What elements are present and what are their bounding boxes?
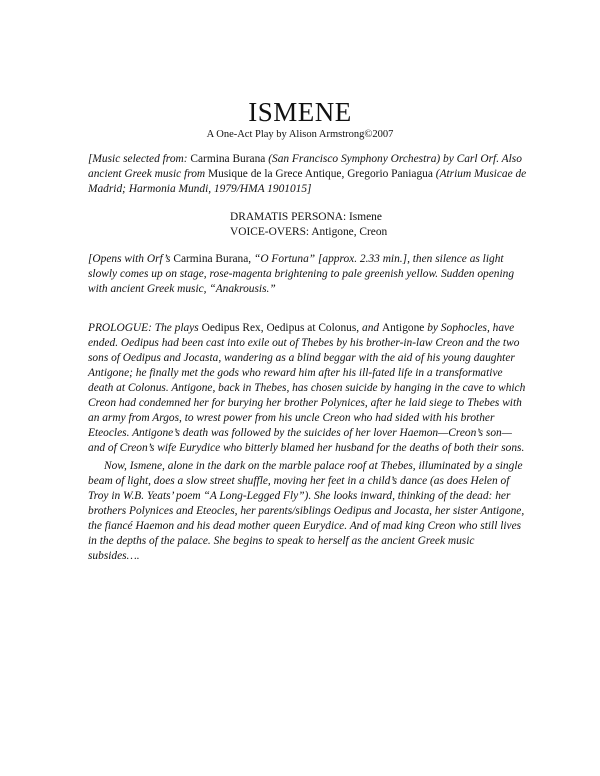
music-note: [Music selected from: Carmina Burana (San Francisco Symphony Orchestra) by Carl Orf. Also ancient Greek music from Musique de la Grece Antique, Gregorio Paniagua (Atrium Musicae de Madrid; Harmonia Mundi, 1979/HMA 1901015] <box>88 153 527 195</box>
ismene-scene-paragraph: Now, Ismene, alone in the dark on the marble palace roof at Thebes, illuminated by a single beam of light, does a slow street shuffle, moving her feet in a child’s dance (as does Helen of Troy in W.B. Yeats’ poem “A Long-Legged Fly”). She looks inward, thinking of the dead: her brothers Polynices and Eteocles, her parents/siblings Oedipus and Jocasta, her sister Antigone, the fiancé Haemon and his dead mother queen Eurydice. And of mad king Creon who still lives in the depths of the palace. She begins to speak to herself as the ancient Greek music subsides…. <box>88 460 525 562</box>
dramatis-personae <box>230 210 387 239</box>
prologue-paragraph: PROLOGUE: The plays Oedipus Rex, Oedipus at Colonus, and Antigone by Sophocles, have ended. Oedipus had been cast into exile out of Thebes by his brother-in-law Creon and the two sons of Oedipus and Jocasta, wandering as a blind beggar with the aid of his young daughter Antigone; he finally met the gods who reward him after his ill-fated life in a transformative death at Colonus. Antigone, back in Thebes, has chosen suicide by hanging in the cave to which Creon had condemned her for burying her brother Polynices, after he laid siege to Thebes with an army from Argos, to wrest power from his uncle Creon who had sided with his brother Eteocles. Antigone’s death was followed by the suicides of her lover Haemon—Creon’s son—and of Creon’s wife Eurydice who bitterly blamed her husband for the deaths of both their sons. <box>88 322 526 454</box>
play-title: ISMENE <box>248 97 352 127</box>
dramatis-line: DRAMATIS PERSONA: Ismene <box>230 211 382 223</box>
voice-overs-line: VOICE-OVERS: Antigone, Creon <box>230 225 388 238</box>
opening-stage-direction: [Opens with Orf’s Carmina Burana, “O Fortuna” [approx. 2.33 min.], then silence as light slowly comes up on stage, rose-magenta brightening to pale greenish yellow. Sudden opening with ancient Greek music, “Anakrousis.” <box>88 253 515 295</box>
play-subtitle: A One-Act Play by Alison Armstrong©2007 <box>206 129 394 140</box>
